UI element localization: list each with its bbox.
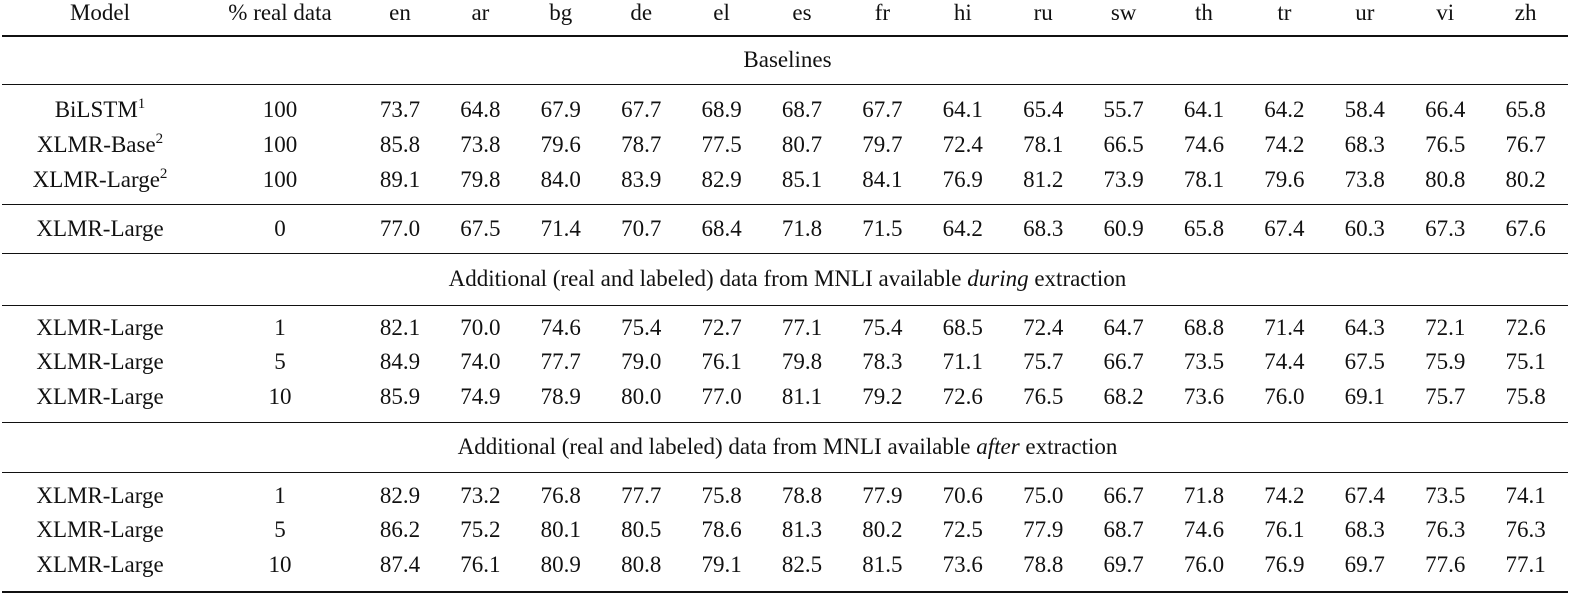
model-name [0, 347, 200, 377]
section-title-emphasis: during [967, 266, 1029, 291]
score-ur: 67.4 [1344, 483, 1385, 508]
score-el: 79.1 [701, 552, 742, 577]
table-rule [2, 253, 1568, 254]
model-name-text: XLMR-Large [32, 167, 160, 192]
score-hi: 73.6 [942, 552, 983, 577]
score-en: 87.4 [379, 552, 421, 577]
model-name [0, 95, 200, 125]
score-el: 77.5 [701, 132, 742, 157]
score-sw: 64.7 [1103, 315, 1144, 340]
section-title-text: Additional (real and labeled) data from MNLI available [457, 434, 977, 459]
real-data-percent: 100 [262, 167, 298, 192]
score-bg: 84.0 [540, 167, 581, 192]
section-title [0, 432, 1575, 462]
score-tr: 79.6 [1264, 167, 1305, 192]
score-es: 82.5 [781, 552, 823, 577]
score-tr: 76.1 [1264, 517, 1305, 542]
score-el: 82.9 [701, 167, 742, 192]
score-ur: 67.5 [1344, 349, 1385, 374]
column-header-model: Model [69, 0, 131, 25]
table-row [0, 347, 1575, 377]
score-zh: 75.8 [1505, 384, 1546, 409]
score-bg: 79.6 [540, 132, 581, 157]
model-name [0, 550, 200, 580]
model-name [0, 214, 200, 244]
model-name [0, 130, 200, 160]
column-header-de: de [630, 0, 653, 25]
score-en: 82.9 [379, 483, 421, 508]
score-ar: 64.8 [460, 97, 501, 122]
score-en: 73.7 [379, 97, 421, 122]
column-header-th: th [1195, 0, 1213, 25]
score-ar: 73.8 [460, 132, 501, 157]
score-ur: 68.3 [1344, 517, 1385, 542]
table-rule [2, 305, 1568, 306]
score-hi: 70.6 [942, 483, 983, 508]
score-ru: 65.4 [1023, 97, 1064, 122]
model-name [0, 165, 200, 195]
score-el: 68.4 [701, 216, 742, 241]
table-rule [2, 472, 1568, 473]
column-header-el: el [713, 0, 730, 25]
table-row [0, 165, 1575, 195]
table-rule [2, 84, 1568, 85]
score-fr: 80.2 [862, 517, 903, 542]
score-fr: 79.2 [862, 384, 903, 409]
score-es: 68.7 [781, 97, 823, 122]
score-tr: 64.2 [1264, 97, 1305, 122]
model-name [0, 481, 200, 511]
score-zh: 77.1 [1505, 552, 1546, 577]
score-hi: 72.6 [942, 384, 983, 409]
model-name-text: XLMR-Large [36, 552, 164, 577]
score-el: 68.9 [701, 97, 742, 122]
score-sw: 66.7 [1103, 349, 1144, 374]
score-vi: 75.9 [1425, 349, 1466, 374]
score-es: 77.1 [781, 315, 823, 340]
score-th: 65.8 [1183, 216, 1225, 241]
score-ar: 73.2 [460, 483, 501, 508]
score-th: 68.8 [1183, 315, 1225, 340]
score-es: 79.8 [781, 349, 823, 374]
score-th: 74.6 [1183, 517, 1225, 542]
score-es: 78.8 [781, 483, 823, 508]
score-ur: 60.3 [1344, 216, 1385, 241]
score-zh: 75.1 [1505, 349, 1546, 374]
score-tr: 74.4 [1264, 349, 1305, 374]
score-de: 80.5 [621, 517, 662, 542]
score-es: 80.7 [781, 132, 823, 157]
score-el: 78.6 [701, 517, 742, 542]
score-de: 79.0 [621, 349, 662, 374]
score-ur: 69.1 [1344, 384, 1385, 409]
score-ur: 64.3 [1344, 315, 1385, 340]
score-sw: 68.2 [1103, 384, 1144, 409]
score-ru: 78.1 [1023, 132, 1064, 157]
score-zh: 74.1 [1505, 483, 1546, 508]
score-es: 81.3 [781, 517, 823, 542]
score-fr: 75.4 [862, 315, 903, 340]
table-rule [2, 204, 1568, 205]
score-zh: 65.8 [1505, 97, 1546, 122]
score-ur: 73.8 [1344, 167, 1385, 192]
score-tr: 74.2 [1264, 483, 1305, 508]
score-th: 74.6 [1183, 132, 1225, 157]
table-row [0, 382, 1575, 412]
footnote-marker: 2 [159, 166, 168, 182]
column-header-hi: hi [953, 0, 972, 25]
model-name-text: XLMR-Large [36, 384, 164, 409]
column-header-ru: ru [1033, 0, 1053, 25]
score-de: 78.7 [621, 132, 662, 157]
section-title-text: Additional (real and labeled) data from MNLI available [448, 266, 968, 291]
section-title-text: extraction [1019, 434, 1118, 459]
score-zh: 80.2 [1505, 167, 1546, 192]
table-row [0, 313, 1575, 343]
score-en: 85.8 [379, 132, 421, 157]
score-bg: 77.7 [540, 349, 581, 374]
score-sw: 73.9 [1103, 167, 1144, 192]
header-row [0, 0, 1575, 28]
column-header-es: es [792, 0, 812, 25]
column-header-fr: fr [874, 0, 891, 25]
model-name-text: XLMR-Large [36, 483, 164, 508]
score-bg: 67.9 [540, 97, 581, 122]
score-tr: 74.2 [1264, 132, 1305, 157]
score-hi: 64.1 [942, 97, 983, 122]
model-name-text: XLMR-Large [36, 517, 164, 542]
score-hi: 68.5 [942, 315, 983, 340]
score-ar: 75.2 [460, 517, 501, 542]
score-tr: 76.0 [1264, 384, 1305, 409]
footnote-marker: 1 [137, 96, 146, 112]
score-ar: 74.0 [460, 349, 501, 374]
score-en: 85.9 [379, 384, 421, 409]
score-vi: 75.7 [1425, 384, 1466, 409]
score-hi: 72.4 [942, 132, 983, 157]
score-ru: 75.0 [1023, 483, 1064, 508]
real-data-percent: 5 [274, 349, 286, 374]
real-data-percent: 0 [274, 216, 286, 241]
score-ru: 77.9 [1023, 517, 1064, 542]
score-th: 73.5 [1183, 349, 1225, 374]
score-fr: 77.9 [862, 483, 903, 508]
score-sw: 55.7 [1103, 97, 1144, 122]
real-data-percent: 100 [262, 132, 298, 157]
model-name-text: XLMR-Large [36, 349, 164, 374]
footnote-marker: 2 [155, 131, 164, 147]
score-vi: 76.5 [1425, 132, 1466, 157]
score-ru: 75.7 [1023, 349, 1064, 374]
score-zh: 76.3 [1505, 517, 1546, 542]
section-title [0, 264, 1575, 294]
score-th: 78.1 [1183, 167, 1225, 192]
score-fr: 79.7 [862, 132, 903, 157]
column-header-zh: zh [1514, 0, 1537, 25]
score-de: 77.7 [621, 483, 662, 508]
score-zh: 72.6 [1505, 315, 1546, 340]
section-title [0, 45, 1575, 75]
score-th: 71.8 [1183, 483, 1225, 508]
table-row [0, 481, 1575, 511]
model-name-text: BiLSTM [54, 97, 138, 122]
model-name [0, 313, 200, 343]
score-ru: 72.4 [1023, 315, 1064, 340]
score-bg: 78.9 [540, 384, 581, 409]
real-data-percent: 100 [262, 97, 298, 122]
score-vi: 76.3 [1425, 517, 1466, 542]
score-th: 76.0 [1183, 552, 1225, 577]
real-data-percent: 5 [274, 517, 286, 542]
score-hi: 72.5 [942, 517, 983, 542]
score-en: 82.1 [379, 315, 421, 340]
table-row [0, 550, 1575, 580]
score-tr: 67.4 [1264, 216, 1305, 241]
score-ur: 69.7 [1344, 552, 1385, 577]
score-de: 75.4 [621, 315, 662, 340]
score-tr: 76.9 [1264, 552, 1305, 577]
score-fr: 71.5 [862, 216, 903, 241]
score-de: 83.9 [621, 167, 662, 192]
score-vi: 66.4 [1425, 97, 1466, 122]
score-en: 86.2 [379, 517, 421, 542]
column-header-vi: vi [1436, 0, 1455, 25]
section-title-text: extraction [1028, 266, 1127, 291]
score-el: 77.0 [701, 384, 742, 409]
score-zh: 67.6 [1505, 216, 1546, 241]
score-vi: 80.8 [1425, 167, 1466, 192]
score-fr: 78.3 [862, 349, 903, 374]
real-data-percent: 10 [268, 384, 292, 409]
table-row [0, 130, 1575, 160]
score-de: 70.7 [621, 216, 662, 241]
score-vi: 77.6 [1425, 552, 1466, 577]
score-en: 84.9 [379, 349, 421, 374]
score-hi: 76.9 [942, 167, 983, 192]
score-ur: 68.3 [1344, 132, 1385, 157]
score-es: 85.1 [781, 167, 823, 192]
column-header-en: en [389, 0, 411, 25]
model-name-text: XLMR-Large [36, 216, 164, 241]
table-rule [2, 422, 1568, 423]
table-rule [2, 35, 1568, 37]
score-bg: 74.6 [540, 315, 581, 340]
score-tr: 71.4 [1264, 315, 1305, 340]
score-sw: 66.7 [1103, 483, 1144, 508]
score-zh: 76.7 [1505, 132, 1546, 157]
score-vi: 73.5 [1425, 483, 1466, 508]
table-rule [2, 591, 1568, 593]
model-name [0, 515, 200, 545]
score-fr: 67.7 [862, 97, 903, 122]
column-header-ar: ar [471, 0, 490, 25]
table-row [0, 214, 1575, 244]
score-el: 76.1 [701, 349, 742, 374]
real-data-percent: 10 [268, 552, 292, 577]
score-ru: 68.3 [1023, 216, 1064, 241]
score-ar: 79.8 [460, 167, 501, 192]
section-title-emphasis: after [976, 434, 1020, 459]
column-header-ur: ur [1355, 0, 1375, 25]
score-bg: 76.8 [540, 483, 581, 508]
model-name [0, 382, 200, 412]
score-en: 89.1 [379, 167, 421, 192]
score-de: 80.0 [621, 384, 662, 409]
score-bg: 71.4 [540, 216, 581, 241]
section-title-text: Baselines [743, 47, 832, 72]
score-ar: 76.1 [460, 552, 501, 577]
score-ar: 67.5 [460, 216, 501, 241]
column-header-sw: sw [1110, 0, 1137, 25]
model-name-text: XLMR-Large [36, 315, 164, 340]
score-el: 75.8 [701, 483, 742, 508]
score-th: 73.6 [1183, 384, 1225, 409]
score-vi: 72.1 [1425, 315, 1466, 340]
score-bg: 80.9 [540, 552, 581, 577]
real-data-percent: 1 [274, 483, 286, 508]
score-hi: 71.1 [942, 349, 983, 374]
score-sw: 60.9 [1103, 216, 1144, 241]
score-de: 67.7 [621, 97, 662, 122]
score-ar: 70.0 [460, 315, 501, 340]
score-es: 71.8 [781, 216, 823, 241]
score-de: 80.8 [621, 552, 662, 577]
score-vi: 67.3 [1425, 216, 1466, 241]
score-ru: 76.5 [1023, 384, 1064, 409]
score-hi: 64.2 [942, 216, 983, 241]
score-ur: 58.4 [1344, 97, 1385, 122]
score-ar: 74.9 [460, 384, 501, 409]
score-el: 72.7 [701, 315, 742, 340]
model-name-text: XLMR-Base [36, 132, 156, 157]
score-ru: 78.8 [1023, 552, 1064, 577]
score-bg: 80.1 [540, 517, 581, 542]
table-row [0, 95, 1575, 125]
score-fr: 81.5 [862, 552, 903, 577]
column-header-bg: bg [549, 0, 573, 25]
score-es: 81.1 [781, 384, 823, 409]
score-ru: 81.2 [1023, 167, 1064, 192]
real-data-percent: 1 [274, 315, 286, 340]
score-sw: 69.7 [1103, 552, 1144, 577]
table-row [0, 515, 1575, 545]
score-fr: 84.1 [862, 167, 903, 192]
score-sw: 66.5 [1103, 132, 1144, 157]
score-en: 77.0 [379, 216, 421, 241]
column-header-real-data: % real data [228, 0, 332, 25]
column-header-tr: tr [1277, 0, 1292, 25]
score-th: 64.1 [1183, 97, 1225, 122]
score-sw: 68.7 [1103, 517, 1144, 542]
